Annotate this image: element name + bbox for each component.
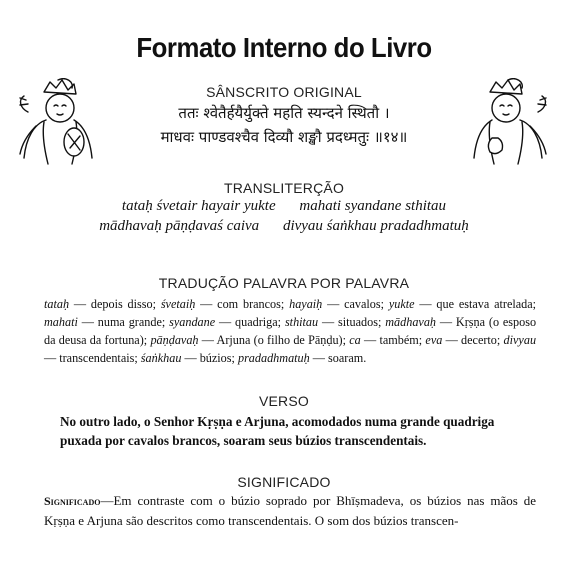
wfw-term: yukte xyxy=(388,297,415,311)
wfw-meaning: transcendentais; xyxy=(59,351,138,365)
wfw-term: sthitau xyxy=(284,315,319,329)
purport-body: —Em contraste com o búzio soprado por Bhīṣmadeva, os búzios nas mãos de Kṛṣṇa e Arjuna são descritos como transcendentais. O som dos búzios transcen- xyxy=(44,493,536,528)
wfw-term: mahati xyxy=(44,315,78,329)
purport-section-label: SIGNIFICADO xyxy=(237,474,331,490)
transliteration-line-1b: mahati syandane sthitau xyxy=(299,198,447,214)
wfw-meaning: Arjuna (o filho de Pāṇḍu); xyxy=(216,333,346,347)
wfw-term: divyau xyxy=(503,333,537,347)
wfw-meaning: soaram. xyxy=(328,351,367,365)
wfw-term: tataḥ xyxy=(44,297,70,311)
wfw-meaning: quadriga; xyxy=(235,315,282,329)
sanskrit-section-label: SÂNSCRITO ORIGINAL xyxy=(206,84,362,100)
wfw-meaning: também; xyxy=(379,333,423,347)
wfw-term: śaṅkhau xyxy=(140,351,182,365)
transliteration-line-2a: mādhavaḥ pāṇḍavaś caiva xyxy=(99,218,260,234)
wfw-meaning: com brancos; xyxy=(217,297,285,311)
wfw-meaning: numa grande; xyxy=(97,315,166,329)
wfw-term: syandane xyxy=(169,315,216,329)
sanskrit-line-1: ततः श्वेतैर्हयैर्युक्ते महति स्यन्दने स्थितौ । xyxy=(178,104,390,122)
wfw-term: hayaiḥ xyxy=(289,297,323,311)
transliteration-line-1a: tataḥ śvetair hayair yukte xyxy=(121,198,276,214)
wfw-term: śvetaiḥ xyxy=(160,297,196,311)
transliteration-line-2 xyxy=(0,218,568,235)
wfw-term: mādhavaḥ xyxy=(385,315,437,329)
verse-section-label: VERSO xyxy=(258,393,309,409)
wfw-term: pradadhmatuḥ xyxy=(237,351,310,365)
page-title: Formato Interno do Livro xyxy=(136,32,432,63)
wfw-term: pāṇḍavaḥ xyxy=(150,333,199,347)
purport-lead: Significado xyxy=(44,494,101,508)
word-for-word-text: tataḥ — depois disso; śvetaiḥ — com brancos; hayaiḥ — cavalos; yukte — que estava atrelada; mahati — numa grande; syandane — quadriga; sthitau — situados; mādhavaḥ — Kṛṣṇa (o esposo da deusa da fortuna); pāṇḍavaḥ — Arjuna (o filho de Pāṇḍu); ca — também; eva — decerto; divyau — transcendentais; śaṅkhau — búzios; pradadhmatuḥ — soaram. xyxy=(44,297,537,365)
verse-translation: No outro lado, o Senhor Kṛṣṇa e Arjuna, acomodados numa grande quadriga puxada por cavalos brancos, soaram seus búzios transcendentais. xyxy=(60,414,495,448)
wfw-term: eva xyxy=(425,333,443,347)
wfw-meaning: situados; xyxy=(338,315,382,329)
transliteration-line-1 xyxy=(0,198,568,215)
purport-text xyxy=(44,491,536,530)
transliteration-section-label: TRANSLITERÇÃO xyxy=(223,180,345,196)
wfw-meaning: Kṛṣṇa (o esposo da deusa da fortuna); xyxy=(44,315,537,347)
wfw-term: ca xyxy=(349,333,361,347)
wfw-meaning: decerto; xyxy=(461,333,501,347)
wfw-meaning: cavalos; xyxy=(344,297,385,311)
wfw-meaning: que estava atrelada; xyxy=(436,297,537,311)
transliteration-line-2b: divyau śaṅkhau pradadhmatuḥ xyxy=(282,218,469,234)
wfw-section-label: TRADUÇÃO PALAVRA POR PALAVRA xyxy=(158,275,410,291)
wfw-meaning: depois disso; xyxy=(90,297,156,311)
sanskrit-line-2: माधवः पाण्डवश्चैव दिव्यौ शङ्खौ प्रदध्मतुः ॥१४॥ xyxy=(160,128,408,146)
wfw-meaning: búzios; xyxy=(199,351,235,365)
